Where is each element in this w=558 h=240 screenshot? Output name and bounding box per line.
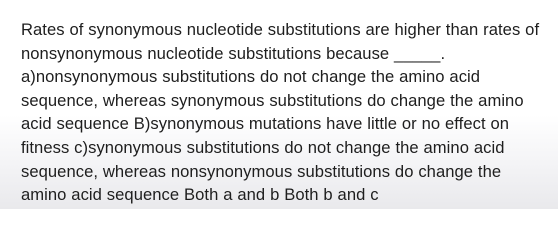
question-text: Rates of synonymous nucleotide substitutions are higher than rates of nonsynonymous nucleotide substitutions because _____. a)nonsynonymous substitutions do not change the amino acid sequence, whereas synonymous substitutions do change the amino acid sequence B)synonymous mutations have little or no effect on fitness c)synonymous substitutions do not change the amino acid sequence, whereas nonsynonymous substitutions do change the amino acid sequence Both a and b Both b and c xyxy=(21,20,540,205)
